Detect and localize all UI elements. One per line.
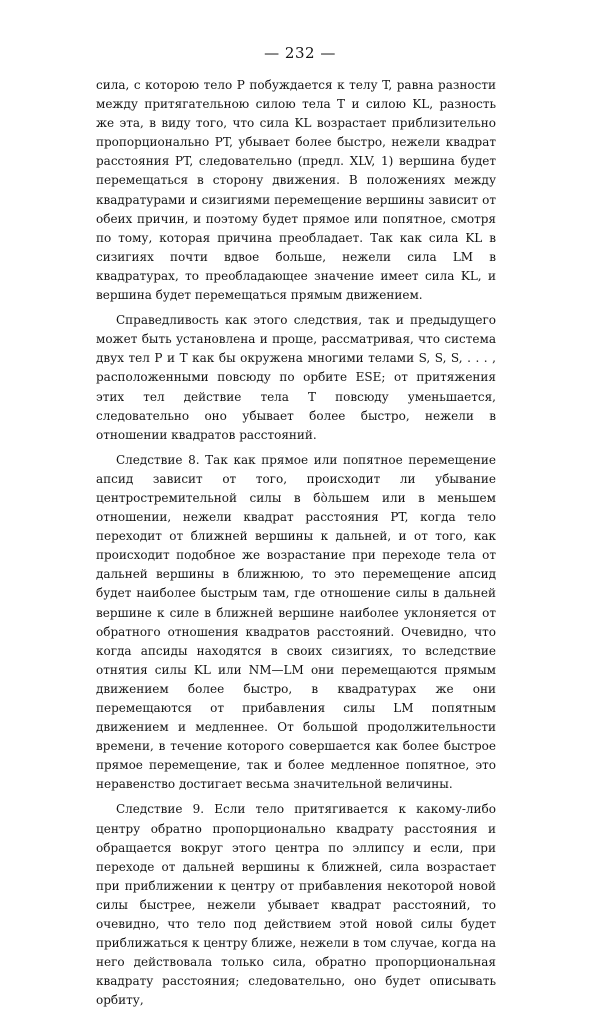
page-body [96,76,496,1017]
page-number: — 232 — [264,44,336,62]
paragraph-justification: Справедливость как этого следствия, так и предыдущего может быть установлена и проще, рассматривая, что система двух тел P и T как бы окружена многими телами S, S, S, . . . , расположенными повсюду по орбите ESE; от притяжения этих тел действие тела T повсюду уменьшается, следовательно оно убывает более быстро, нежели в отношении квадратов расстояний. [96,313,496,442]
paragraph-corollary-8: Следствие 8. Так как прямое или попятное перемещение апсид зависит от того, происходит ли убывание центростремительной силы в бо̀льшем или в меньшем отношении, нежели квадрат расстояния PT, когда тело переходит от ближней вершины к дальней, и от того, как происходит подобное же возрастание при переходе тела от дальней вершины в ближнюю, то это перемещение апсид будет наиболее быстрым там, где отношение силы в дальней вершине к силе в ближней вершине наиболее уклоняется от обратного отношения квадратов расстояний. Очевидно, что когда апсиды находятся в своих сизигиях, то вследствие отнятия силы KL или NM—LM они перемещаются прямым движением более быстро, в квадратурах же они перемещаются от прибавления силы LM попятным движением и медленнее. От большой продолжительности времени, в течение которого совершается как более быстрое прямое перемещение, так и более медленное попятное, это неравенство достигает весьма значительной величины. [96,452,496,792]
paragraph-corollary-9: Следствие 9. Если тело притягивается к какому-либо центру обратно пропорционально квадрату расстояния и обращается вокруг этого центра по эллипсу и если, при переходе от дальней вершины к ближней, сила возрастает при приближении к центру от прибавления некоторой новой силы быстрее, нежели убывает квадрат расстояний, то очевидно, что тело под действием этой новой силы будет приближаться к центру ближе, нежели в том случае, когда на него действовала только сила, обратно пропорциональная квадрату расстояния; следовательно, оно будет описывать орбиту, [96,802,496,1008]
paragraph-continuation: сила, с которою тело P побуждается к телу T, равна разности между притягательною силою тела T и силою KL, разность же эта, в виду того, что сила KL возрастает приблизительно пропорционально PT, убывает более быстро, нежели квадрат расстояния PT, следовательно (предл. XLV, 1) вершина будет перемещаться в сторону движения. В положениях между квадратурами и сизигиями перемещение вершины зависит от обеих причин, и поэтому будет прямое или попятное, смотря по тому, которая причина преобладает. Так как сила KL в сизигиях почти вдвое больше, нежели сила LM в квадратурах, то преобладающее значение имеет сила KL, и вершина будет перемещаться прямым движением. [96,78,496,303]
